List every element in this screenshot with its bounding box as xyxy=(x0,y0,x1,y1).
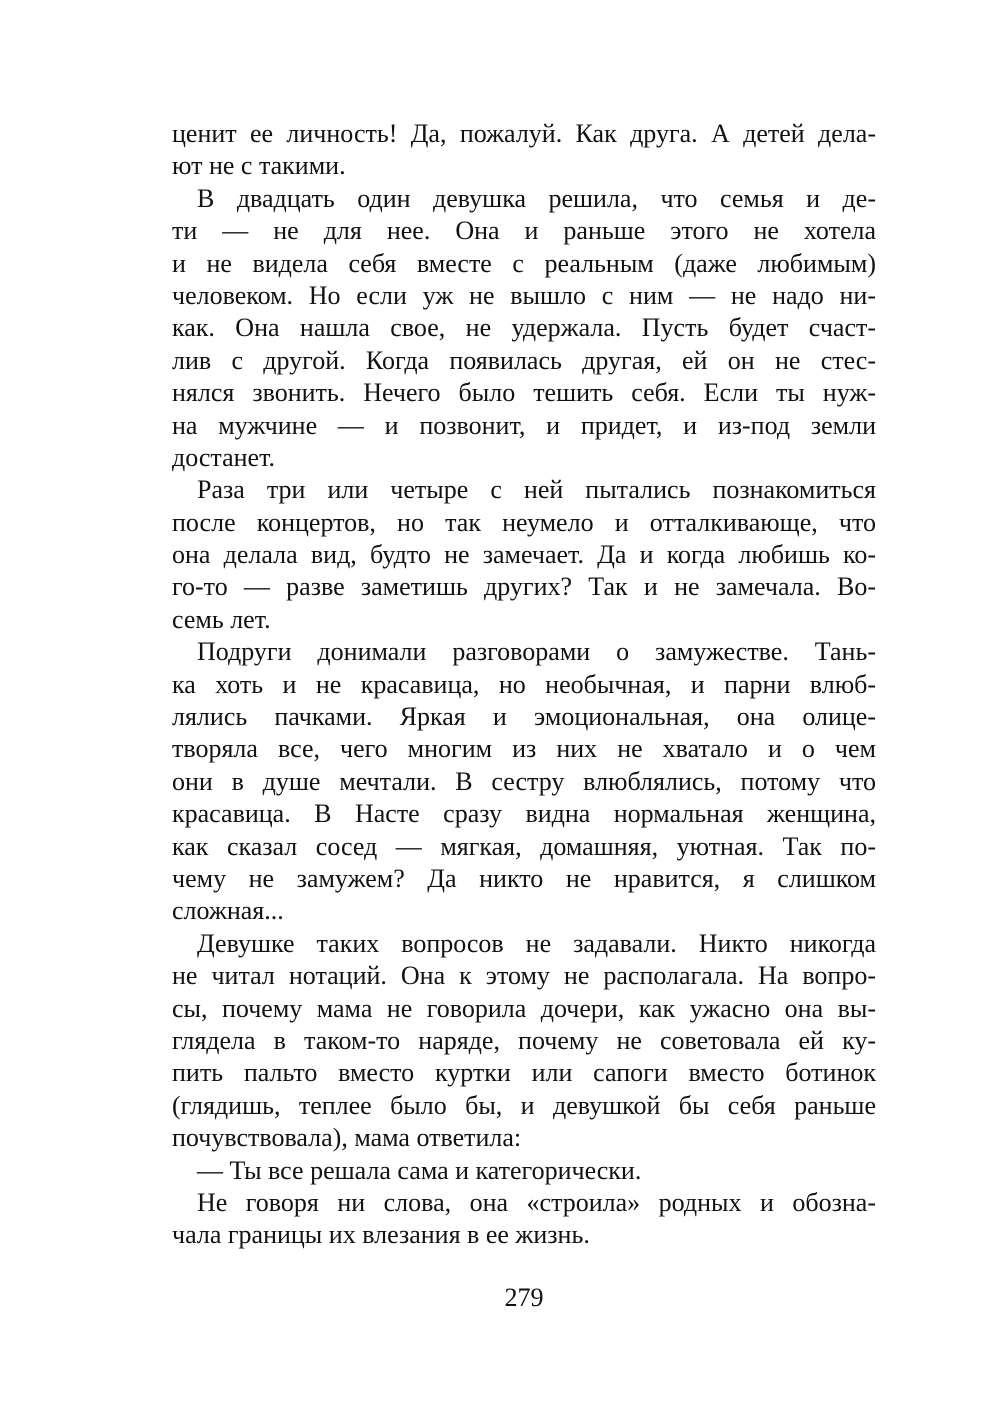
text-line: творяла все, чего многим из них не хватало и о чем xyxy=(172,734,876,764)
paragraph xyxy=(172,636,876,928)
text-line: нялся звонить. Нечего было тешить себя. Если ты нуж- xyxy=(172,378,876,408)
text-line: сы, почему мама не говорила дочери, как ужасно она вы- xyxy=(172,993,876,1023)
paragraph xyxy=(172,928,876,1155)
paragraph xyxy=(172,1187,876,1252)
text-line: Девушке таких вопросов не задавали. Никто никогда xyxy=(197,928,876,958)
text-line: Раза три или четыре с ней пытались познакомиться xyxy=(197,475,876,505)
text-line: не читал нотаций. Она к этому не располагала. На вопро- xyxy=(172,961,876,991)
text-line: как сказал сосед — мягкая, домашняя, уютная. Так по- xyxy=(172,831,876,861)
text-line: Не говоря ни слова, она «строила» родных и обозна- xyxy=(197,1187,876,1217)
text-line: чала границы их влезания в ее жизнь. xyxy=(172,1220,590,1250)
text-line: (глядишь, теплее было бы, и девушкой бы себя раньше xyxy=(172,1090,876,1120)
text-line: В двадцать один девушка решила, что семья и де- xyxy=(197,183,876,213)
text-line: ценит ее личность! Да, пожалуй. Как друга. А детей дела- xyxy=(172,119,876,148)
text-line: — Ты все решала сама и категорически. xyxy=(197,1155,642,1185)
text-line: чему не замужем? Да никто не нравится, я слишком xyxy=(172,863,876,893)
text-line: почувствовала), мама ответила: xyxy=(172,1123,522,1153)
text-line: глядела в таком-то наряде, почему не советовала ей ку- xyxy=(172,1025,876,1055)
text-line: достанет. xyxy=(172,442,275,472)
text-line: после концертов, но так неумело и отталкивающе, что xyxy=(172,507,876,537)
paragraph xyxy=(172,1155,876,1187)
text-line: ти — не для нее. Она и раньше этого не хотела xyxy=(172,216,876,246)
text-line: пить пальто вместо куртки или сапоги вместо ботинок xyxy=(172,1058,876,1088)
text-line: как. Она нашла свое, не удержала. Пусть будет счаст- xyxy=(172,313,876,343)
page-number: 279 xyxy=(504,1283,544,1312)
text-line: и не видела себя вместе с реальным (даже любимым) xyxy=(172,248,876,278)
text-line: ка хоть и не красавица, но необычная, и парни влюб- xyxy=(172,669,876,699)
text-line: лялись пачками. Яркая и эмоциональная, она олице- xyxy=(172,702,876,732)
paragraph xyxy=(172,183,876,475)
text-block xyxy=(172,118,876,1252)
text-line: ют не с такими. xyxy=(172,151,346,181)
text-line: она делала вид, будто не замечает. Да и когда любишь ко- xyxy=(172,540,876,570)
text-line: Подруги донимали разговорами о замужестве. Тань- xyxy=(197,637,876,667)
text-line: они в душе мечтали. В сестру влюблялись, потому что xyxy=(172,766,876,796)
text-line: го-то — разве заметишь других? Так и не замечала. Во- xyxy=(172,572,876,602)
text-line: семь лет. xyxy=(172,604,271,634)
paragraph xyxy=(172,474,876,636)
text-line: на мужчине — и позвонит, и придет, и из-под земли xyxy=(172,410,876,440)
paragraph xyxy=(172,118,876,183)
text-line: лив с другой. Когда появилась другая, ей он не стес- xyxy=(172,345,876,375)
text-line: человеком. Но если уж не вышло с ним — не надо ни- xyxy=(172,280,876,310)
text-line: красавица. В Насте сразу видна нормальная женщина, xyxy=(172,799,876,829)
text-line: сложная... xyxy=(172,896,284,926)
